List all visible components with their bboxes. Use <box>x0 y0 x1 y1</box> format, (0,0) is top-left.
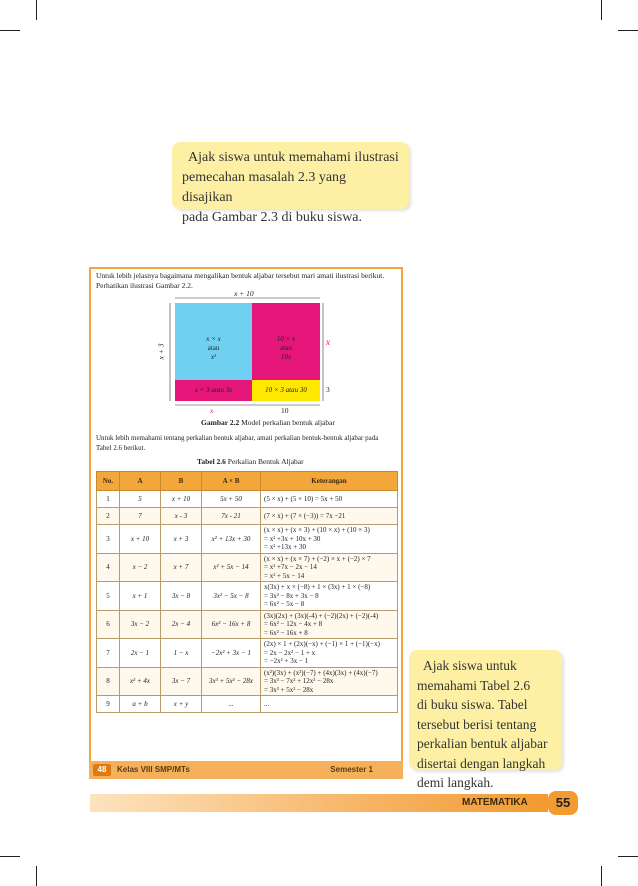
note-line: pemecahan masalah 2.3 yang disajikan <box>182 170 347 205</box>
header-cell: Keterangan <box>261 472 398 491</box>
product-cell: −2x² + 3x − 1 <box>202 639 261 668</box>
product-cell: 3x² − 5x − 8 <box>202 582 261 611</box>
explanation-cell <box>261 508 398 525</box>
row-number-cell: 7 <box>97 639 120 668</box>
factor-a-cell: 5 <box>120 491 161 508</box>
cell-a-text <box>175 335 252 362</box>
cell-d-text: 10 × 3 atau 30 <box>265 386 307 394</box>
product-cell: 6x² − 16x + 8 <box>202 610 261 639</box>
side-note-line: demi langkah. <box>417 775 494 790</box>
header-cell: No. <box>97 472 120 491</box>
cell-b-text <box>252 335 320 362</box>
table-row <box>97 491 398 508</box>
factor-a-cell: x² + 4x <box>120 667 161 696</box>
factor-b-cell: x + 3 <box>161 525 202 554</box>
row-number-cell: 1 <box>97 491 120 508</box>
factor-b-cell: 2x − 4 <box>161 610 202 639</box>
factor-b-cell: 3x − 7 <box>161 667 202 696</box>
factor-a-cell: 2x − 1 <box>120 639 161 668</box>
table-body <box>97 491 398 713</box>
footer-subject-label: MATEMATIKA <box>462 797 528 808</box>
factor-b-cell: x + y <box>161 696 202 713</box>
row-number-cell: 4 <box>97 553 120 582</box>
explanation-line: = 2x − 2x² − 1 + x <box>264 648 316 657</box>
crop-mark <box>601 866 602 886</box>
table-row <box>97 508 398 525</box>
table-row <box>97 639 398 668</box>
row-number-cell: 8 <box>97 667 120 696</box>
factor-b-cell: x + 7 <box>161 553 202 582</box>
explanation-line: = 6x² − 12x − 4x + 8 <box>264 620 323 628</box>
crop-mark <box>618 30 638 31</box>
product-cell: x² + 5x − 14 <box>202 553 261 582</box>
cell-a-line: x² <box>210 353 217 361</box>
explanation-line: = 6x² − 16x + 8 <box>264 628 308 637</box>
factor-a-cell: x + 10 <box>120 525 161 554</box>
intro-line: Perhatikan ilustrasi Gambar 2.2. <box>96 281 193 290</box>
explanation-cell <box>261 491 398 508</box>
inset-footer <box>89 761 403 779</box>
explanation-line: = 3x² − 8x + 3x − 8 <box>264 591 319 600</box>
label-bottom-x: x <box>210 406 214 415</box>
explanation-cell <box>261 582 398 611</box>
explanation-line: x(3x) + x × (−8) + 1 × (3x) + 1 × (−8) <box>264 583 371 591</box>
row-number-cell: 2 <box>97 508 120 525</box>
explanation-line: (x × x) + (x × 7) + (−2) × x + (−2) × 7 <box>264 554 371 563</box>
label-top: x + 10 <box>234 289 254 298</box>
factor-b-cell: 1 − x <box>161 639 202 668</box>
product-cell: x² + 13x + 30 <box>202 525 261 554</box>
caption-number: Gambar 2.2 <box>201 418 240 427</box>
cell-a-line: atau <box>207 344 220 352</box>
explanation-line: = −2x² + 3x − 1 <box>264 657 309 665</box>
factor-b-cell: x + 10 <box>161 491 202 508</box>
explanation-cell <box>261 667 398 696</box>
product-cell: ... <box>202 696 261 713</box>
table-row <box>97 696 398 713</box>
explanation-line: = x² +3x + 10x + 30 <box>264 534 321 543</box>
note-line: pada Gambar 2.3 di buku siswa. <box>182 210 363 225</box>
student-book-inset <box>89 267 403 779</box>
row-number-cell: 6 <box>97 610 120 639</box>
factor-b-cell: x - 3 <box>161 508 202 525</box>
page-number: 55 <box>548 791 578 815</box>
explanation-cell <box>261 696 398 713</box>
note-line: Ajak siswa untuk memahami ilustrasi <box>188 150 399 165</box>
explanation-line: (x²)(3x) + (x²)(−7) + (4x)(3x) + (4x)(−7) <box>264 668 378 677</box>
factor-a-cell: x + 1 <box>120 582 161 611</box>
teacher-note-top <box>172 142 409 225</box>
cell-b-line: 10 × x <box>276 335 296 343</box>
factor-a-cell: 7 <box>120 508 161 525</box>
table-header-row <box>97 472 398 491</box>
row-number-cell: 5 <box>97 582 120 611</box>
header-cell: A <box>120 472 161 491</box>
product-cell: 3x³ + 5x² − 28x <box>202 667 261 696</box>
cell-b-line: atau <box>280 344 292 352</box>
table-row <box>97 553 398 582</box>
side-note-line: Ajak siswa untuk <box>423 658 517 673</box>
factor-a-cell: x − 2 <box>120 553 161 582</box>
row-number-cell: 9 <box>97 696 120 713</box>
inset-semester-label: Semester 1 <box>330 765 373 774</box>
label-right-3: 3 <box>326 385 330 394</box>
multiplication-table <box>96 471 398 713</box>
header-cell: B <box>161 472 202 491</box>
label-left: x + 3 <box>156 343 166 360</box>
table-intro-line: Untuk lebih memahami tentang perkalian bentuk aljabar, amati perkalian bentuk-bentuk aljabar pada <box>96 434 379 442</box>
crop-mark <box>36 0 37 20</box>
side-note-line: tersebut berisi tentang <box>417 716 537 732</box>
table-title-text: Perkalian Bentuk Aljabar <box>225 457 304 466</box>
crop-mark <box>618 856 638 857</box>
side-note-line: di buku siswa. Tabel <box>417 697 528 712</box>
factor-a-cell: a + b <box>120 696 161 713</box>
cell-b-line: 10x <box>280 353 292 361</box>
explanation-line: (7 × x) + (7 × (−3)) = 7x −21 <box>264 511 346 520</box>
explanation-line: (5 × x) + (5 × 10) = 5x + 50 <box>264 494 343 503</box>
explanation-cell <box>261 610 398 639</box>
product-cell: 5x + 50 <box>202 491 261 508</box>
cell-a-line: x × x <box>206 335 221 343</box>
factor-a-cell: 3x − 2 <box>120 610 161 639</box>
table-row <box>97 582 398 611</box>
crop-mark <box>0 30 20 31</box>
crop-mark <box>36 866 37 886</box>
table-row <box>97 525 398 554</box>
caption-text: Model perkalian bentuk aljabar <box>239 418 336 427</box>
intro-line: Untuk lebih jelasnya bagaimana mengalikan bentuk aljabar tersebut mari amati ilustrasi berikut. <box>96 271 385 280</box>
figure-caption <box>201 418 335 427</box>
table-intro-paragraph <box>96 433 378 453</box>
explanation-cell <box>261 525 398 554</box>
label-bottom-10: 10 <box>281 406 289 415</box>
row-number-cell: 3 <box>97 525 120 554</box>
explanation-line: = 3x³ + 5x² − 28x <box>264 685 314 694</box>
table-row <box>97 610 398 639</box>
inset-book-label: Kelas VIII SMP/MTs <box>117 765 190 774</box>
table-number: Tabel 2.6 <box>197 457 226 466</box>
side-note-line: perkalian bentuk aljabar <box>417 736 548 751</box>
explanation-line: = x² + 5x − 14 <box>264 571 305 580</box>
table-title <box>197 457 304 466</box>
explanation-cell <box>261 553 398 582</box>
teacher-note-side <box>409 650 562 790</box>
explanation-cell <box>261 639 398 668</box>
table-row <box>97 667 398 696</box>
crop-mark <box>0 856 20 857</box>
explanation-line: (x × x) + (x × 3) + (10 × x) + (10 × 3) <box>264 526 370 534</box>
explanation-line: (2x) × 1 + (2x)(−x) + (−1) × 1 + (−1)(−x) <box>264 640 381 648</box>
header-cell: A × B <box>202 472 261 491</box>
factor-b-cell: 3x − 8 <box>161 582 202 611</box>
cell-c-text: x × 3 atau 3x <box>194 386 233 394</box>
explanation-line: = 3x³ − 7x² + 12x² − 28x <box>264 677 334 685</box>
product-cell: 7x - 21 <box>202 508 261 525</box>
table-intro-line: Tabel 2.6 berikut. <box>96 444 146 452</box>
inset-page-number: 48 <box>93 764 111 776</box>
explanation-line: = x² +13x + 30 <box>264 543 306 551</box>
explanation-line: = 6x² − 5x − 8 <box>264 600 305 608</box>
explanation-line: ... <box>264 699 270 708</box>
explanation-line: = x² +7x − 2x − 14 <box>264 563 317 571</box>
side-note-lines <box>417 656 554 793</box>
side-note-line: disertai dengan langkah <box>417 755 546 771</box>
explanation-line: (3x)(2x) + (3x)(-4) + (−2)(2x) + (−2)(-4) <box>264 611 379 620</box>
side-note-line: memahami Tabel 2.6 <box>417 677 531 693</box>
crop-mark <box>601 0 602 20</box>
label-right-x: x <box>326 337 330 347</box>
